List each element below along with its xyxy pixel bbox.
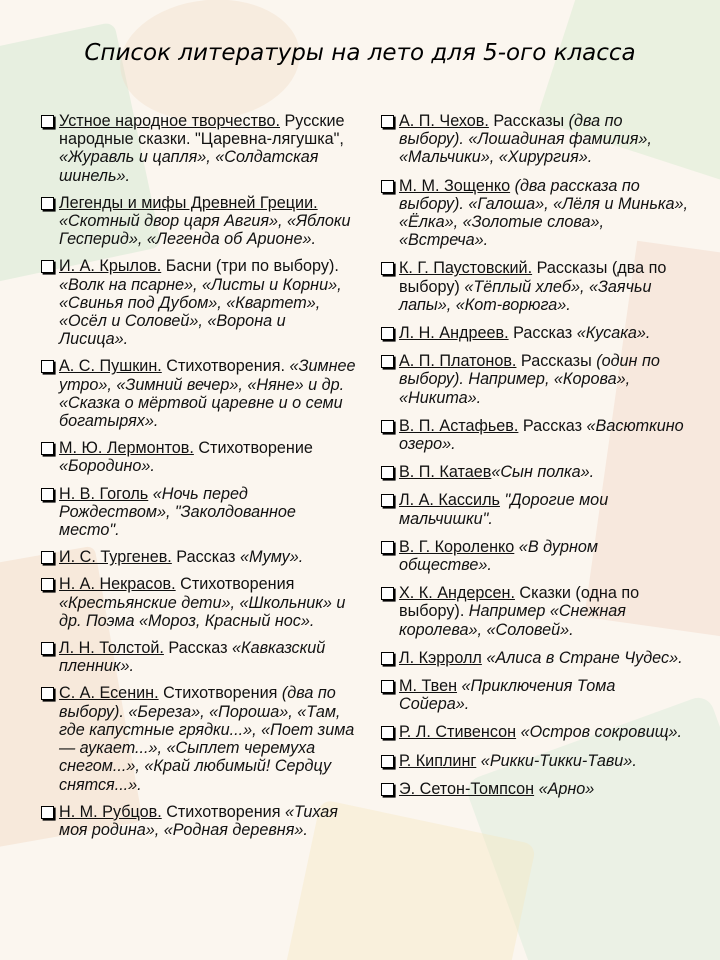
- author-name: Э. Сетон-Томпсон: [399, 779, 535, 798]
- book-list-item: [380, 259, 690, 314]
- book-entry-text: [399, 649, 690, 667]
- work-description: Басни (три по выбору).: [161, 257, 339, 276]
- work-titles: «Журавль и цапля», «Солдатская шинель».: [59, 148, 319, 185]
- author-name: С. А. Есенин.: [59, 684, 159, 703]
- book-entry-text: [399, 463, 690, 481]
- work-titles: (два по выбору). «Лошадиная фамилия», «Мальчики», «Хирургия».: [399, 112, 652, 167]
- book-entry-text: [399, 259, 690, 314]
- book-list-item: [380, 491, 690, 527]
- checkbox-icon[interactable]: [41, 260, 54, 273]
- book-list-item: [40, 439, 358, 475]
- checkbox-icon[interactable]: [381, 466, 394, 479]
- author-name: М. Твен: [399, 677, 458, 696]
- work-description: Стихотворение: [193, 439, 313, 458]
- author-name: Н. М. Рубцов.: [59, 802, 162, 821]
- checkbox-icon[interactable]: [381, 115, 394, 128]
- checkbox-icon[interactable]: [41, 360, 54, 373]
- author-name: М. Ю. Лермонтов.: [59, 439, 194, 458]
- work-titles: «Кавказский пленник».: [59, 639, 326, 676]
- work-titles: «Зимнее утро», «Зимний вечер», «Няне» и др. «Сказка о мёртвой царевне и о семи богатырях».: [59, 357, 356, 431]
- book-list-item: [380, 463, 690, 481]
- book-entry-text: [399, 584, 690, 639]
- author-name: Х. К. Андерсен.: [399, 584, 515, 603]
- book-list-item: [380, 417, 690, 453]
- book-entry-text: [399, 112, 690, 167]
- book-entry-text: [399, 177, 690, 250]
- work-titles: «Скотный двор царя Авгия», «Яблоки Гесперид», «Легенда об Арионе».: [59, 212, 351, 249]
- book-list-item: [40, 639, 358, 675]
- author-name: К. Г. Паустовский.: [399, 259, 533, 278]
- author-name: В. П. Катаев: [399, 463, 492, 482]
- work-description: Рассказ: [508, 324, 573, 343]
- work-titles: «Тихая моя родина», «Родная деревня».: [59, 802, 338, 839]
- checkbox-icon[interactable]: [381, 755, 394, 768]
- work-titles: «Алиса в Стране Чудес».: [481, 648, 683, 667]
- author-name: А. П. Чехов.: [399, 112, 489, 130]
- work-titles: «Васюткино озеро».: [399, 416, 684, 454]
- author-name: А. С. Пушкин.: [59, 357, 162, 376]
- work-titles: (один по выбору). Например, «Корова», «Никита».: [399, 352, 660, 407]
- work-description: Сказки (одна по выбору).: [399, 584, 640, 621]
- checkbox-icon[interactable]: [381, 420, 394, 433]
- book-entry-text: [399, 780, 690, 798]
- checkbox-icon[interactable]: [41, 551, 54, 564]
- author-name: И. А. Крылов.: [59, 257, 162, 276]
- checkbox-icon[interactable]: [41, 115, 54, 128]
- author-name: В. Г. Короленко: [399, 537, 515, 556]
- book-list-item: [380, 584, 690, 639]
- work-titles: «Волк на псарне», «Листы и Корни», «Свинья под Дубом», «Квартет», «Осёл и Соловей», «Ворона и Лисица».: [59, 275, 342, 349]
- author-name: М. М. Зощенко: [399, 176, 511, 195]
- checkbox-icon[interactable]: [381, 180, 394, 193]
- book-list-item: [40, 257, 358, 348]
- author-name: И. С. Тургенев.: [59, 548, 172, 567]
- book-list-item: [40, 548, 358, 566]
- checkbox-icon[interactable]: [381, 680, 394, 693]
- book-entry-text: [399, 677, 690, 713]
- checkbox-icon[interactable]: [381, 587, 394, 600]
- book-entry-text: [59, 439, 358, 475]
- work-titles: «Бородино».: [59, 457, 155, 476]
- book-list-item: [40, 485, 358, 540]
- author-name: Р. Киплинг: [399, 751, 477, 770]
- book-entry-text: [59, 575, 358, 630]
- book-entry-text: [399, 324, 690, 342]
- book-entry-text: [59, 357, 358, 430]
- checkbox-icon[interactable]: [381, 355, 394, 368]
- book-list-item: [40, 357, 358, 430]
- work-description: Рассказ: [518, 416, 583, 435]
- book-list-item: [380, 324, 690, 342]
- book-list-item: [380, 677, 690, 713]
- checkbox-icon[interactable]: [381, 783, 394, 796]
- work-titles: «Кусака».: [572, 324, 651, 343]
- work-description: Стихотворения: [161, 802, 281, 821]
- checkbox-icon[interactable]: [381, 262, 394, 275]
- book-list-item: [380, 112, 690, 167]
- book-entry-text: [59, 257, 358, 348]
- author-name: Л. Н. Толстой.: [59, 639, 164, 658]
- work-titles: (два по выбору). «Береза», «Пороша», «Там, где капустные грядки...», «Поет зима — аукает...», «Сыплет черемуха снегом...», «Край любимый! Сердцу снятся...».: [59, 684, 355, 794]
- work-description: Стихотворения: [158, 684, 278, 703]
- checkbox-icon[interactable]: [381, 652, 394, 665]
- author-name: Устное народное творчество.: [59, 112, 280, 130]
- author-name: Н. В. Гоголь: [59, 484, 149, 503]
- work-titles: «Муму».: [235, 548, 304, 567]
- author-name: Л. Н. Андреев.: [399, 324, 509, 343]
- work-titles: «Сын полка».: [491, 463, 595, 482]
- book-entry-text: [399, 723, 690, 741]
- left-book-list: [40, 112, 358, 848]
- book-entry-text: [399, 491, 690, 527]
- book-entry-text: [59, 639, 358, 675]
- book-list-item: [380, 780, 690, 798]
- book-list-item: [40, 194, 358, 249]
- author-name: Р. Л. Стивенсон: [399, 723, 517, 742]
- work-titles: «Рикки-Тикки-Тави».: [476, 751, 637, 770]
- checkbox-icon[interactable]: [381, 726, 394, 739]
- checkbox-icon[interactable]: [381, 494, 394, 507]
- checkbox-icon[interactable]: [41, 806, 54, 819]
- author-name: Л. Кэрролл: [399, 648, 482, 667]
- book-list-item: [380, 352, 690, 407]
- work-description: Рассказ: [163, 639, 228, 658]
- book-entry-text: [399, 752, 690, 770]
- checkbox-icon[interactable]: [381, 327, 394, 340]
- work-description: Рассказы (два по выбору): [399, 259, 667, 296]
- checkbox-icon[interactable]: [381, 541, 394, 554]
- right-book-list: [380, 112, 690, 808]
- work-description: Стихотворения.: [161, 357, 286, 376]
- checkbox-icon[interactable]: [41, 642, 54, 655]
- book-list-item: [40, 575, 358, 630]
- book-list-item: [40, 112, 358, 185]
- checkbox-icon[interactable]: [41, 442, 54, 455]
- work-titles: Например «Снежная королева», «Соловей».: [399, 602, 626, 639]
- author-name: Легенды и мифы Древней Греции.: [59, 193, 318, 212]
- checkbox-icon[interactable]: [41, 687, 54, 700]
- work-description: Стихотворения: [175, 575, 295, 594]
- book-entry-text: [59, 485, 358, 540]
- author-name: В. П. Астафьев.: [399, 416, 519, 435]
- book-list-item: [40, 684, 358, 793]
- book-list-item: [380, 723, 690, 741]
- work-description: Русские народные сказки. "Царевна-лягушка",: [59, 112, 345, 149]
- book-entry-text: [399, 417, 690, 453]
- work-titles: «Ночь перед Рождеством», "Заколдованное место".: [59, 484, 296, 540]
- work-description: Рассказ: [171, 548, 236, 567]
- book-entry-text: [59, 112, 358, 185]
- book-list-item: [380, 752, 690, 770]
- checkbox-icon[interactable]: [41, 197, 54, 210]
- book-entry-text: [59, 194, 358, 249]
- author-name: Л. А. Кассиль: [399, 491, 500, 510]
- checkbox-icon[interactable]: [41, 488, 54, 501]
- author-name: Н. А. Некрасов.: [59, 575, 176, 594]
- book-entry-text: [59, 684, 358, 793]
- book-entry-text: [399, 538, 690, 574]
- work-titles: «В дурном обществе».: [399, 537, 598, 575]
- book-entry-text: [59, 803, 358, 839]
- checkbox-icon[interactable]: [41, 578, 54, 591]
- work-titles: «Остров сокровищ».: [516, 723, 682, 742]
- work-titles: «Арно»: [534, 779, 595, 798]
- page-title: Список литературы на лето для 5-ого класса: [84, 40, 636, 66]
- work-titles: «Крестьянские дети», «Школьник» и др. Поэма «Мороз, Красный нос».: [59, 593, 346, 630]
- work-titles: "Дорогие мои мальчишки".: [399, 491, 609, 528]
- work-titles: «Тёплый хлеб», «Заячьи лапы», «Кот-ворюга».: [399, 277, 652, 314]
- work-description: Рассказы: [488, 112, 565, 130]
- work-titles: (два рассказа по выбору). «Галоша», «Лёля и Минька», «Ёлка», «Золотые слова», «Встреча».: [399, 176, 689, 250]
- work-titles: «Приключения Тома Сойера».: [399, 677, 616, 714]
- book-list-item: [40, 803, 358, 839]
- work-description: Рассказы: [516, 352, 592, 371]
- book-list-item: [380, 177, 690, 250]
- author-name: А. П. Платонов.: [399, 352, 517, 371]
- book-list-item: [380, 538, 690, 574]
- book-list-item: [380, 649, 690, 667]
- book-entry-text: [59, 548, 358, 566]
- book-entry-text: [399, 352, 690, 407]
